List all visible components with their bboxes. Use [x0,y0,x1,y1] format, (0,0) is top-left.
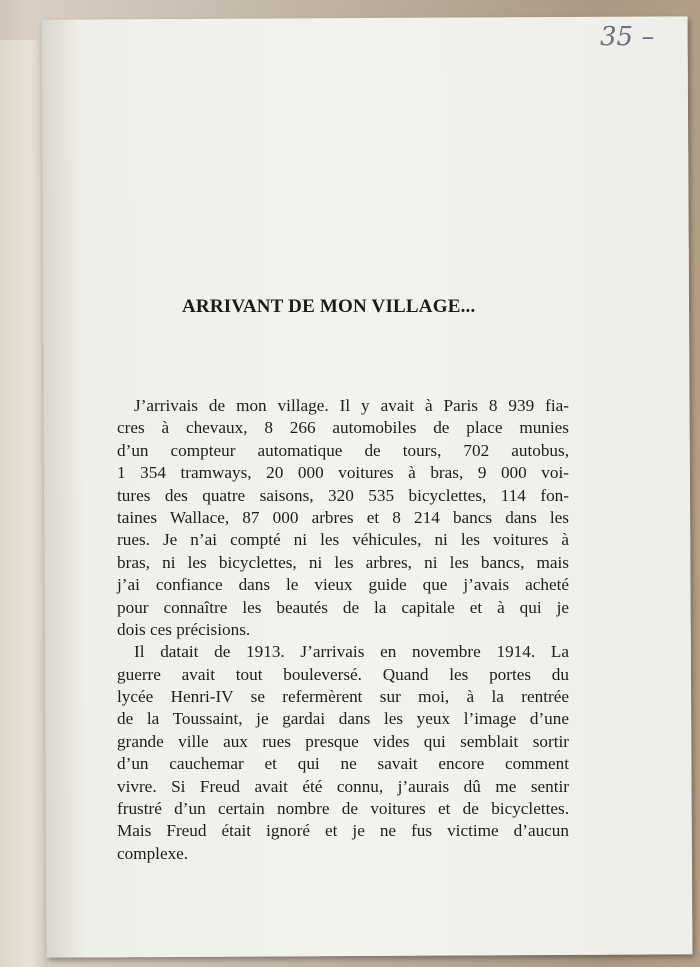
text-line: Mais Freud était ignoré et je ne fus victime d’aucun [117,821,569,841]
text-line: grande ville aux rues presque vides qui semblait sortir [117,731,569,751]
text-line: 1 354 tramways, 20 000 voitures à bras, 9 000 voi- [117,463,569,483]
text-line: dois ces précisions. [117,619,251,639]
text-line: rues. Je n’ai compté ni les véhicules, ni les voitures à [117,530,569,550]
text-line: complexe. [117,843,189,863]
chapter-title: ARRIVANT DE MON VILLAGE... [182,296,476,317]
text-line: d’un compteur automatique de tours, 702 autobus, [117,440,569,460]
text-line: frustré d’un certain nombre de voitures et de bicyclettes. [117,799,569,819]
text-line: tures des quatre saisons, 320 535 bicyclettes, 114 fon- [117,485,569,505]
paragraph-1 [117,395,569,641]
body-text [117,395,569,865]
text-line: J’arrivais de mon village. Il y avait à Paris 8 939 fia- [134,396,569,415]
paragraph-2 [117,641,569,865]
text-line: taines Wallace, 87 000 arbres et 8 214 bancs dans les [117,507,569,527]
handwritten-page-number: 35 – [600,22,655,52]
text-line: de la Toussaint, je gardai dans les yeux l’image d’une [117,709,569,729]
text-line: pour connaître les beautés de la capitale et à qui je [117,597,569,617]
facing-page-edge [0,40,48,967]
text-line: cres à chevaux, 8 266 automobiles de place munies [117,418,569,438]
text-line: bras, ni les bicyclettes, ni les arbres, ni les bancs, mais [117,552,569,572]
text-line: j’ai confiance dans le vieux guide que j’avais acheté [117,575,569,595]
text-line: vivre. Si Freud avait été connu, j’aurais dû me sentir [117,776,569,796]
text-line: lycée Henri-IV se refermèrent sur moi, à la rentrée [117,687,569,707]
text-line: d’un cauchemar et qui ne savait encore comment [117,754,569,774]
text-line: Il datait de 1913. J’arrivais en novembre 1914. La [134,642,569,662]
text-line: guerre avait tout bouleversé. Quand les portes du [117,664,569,684]
